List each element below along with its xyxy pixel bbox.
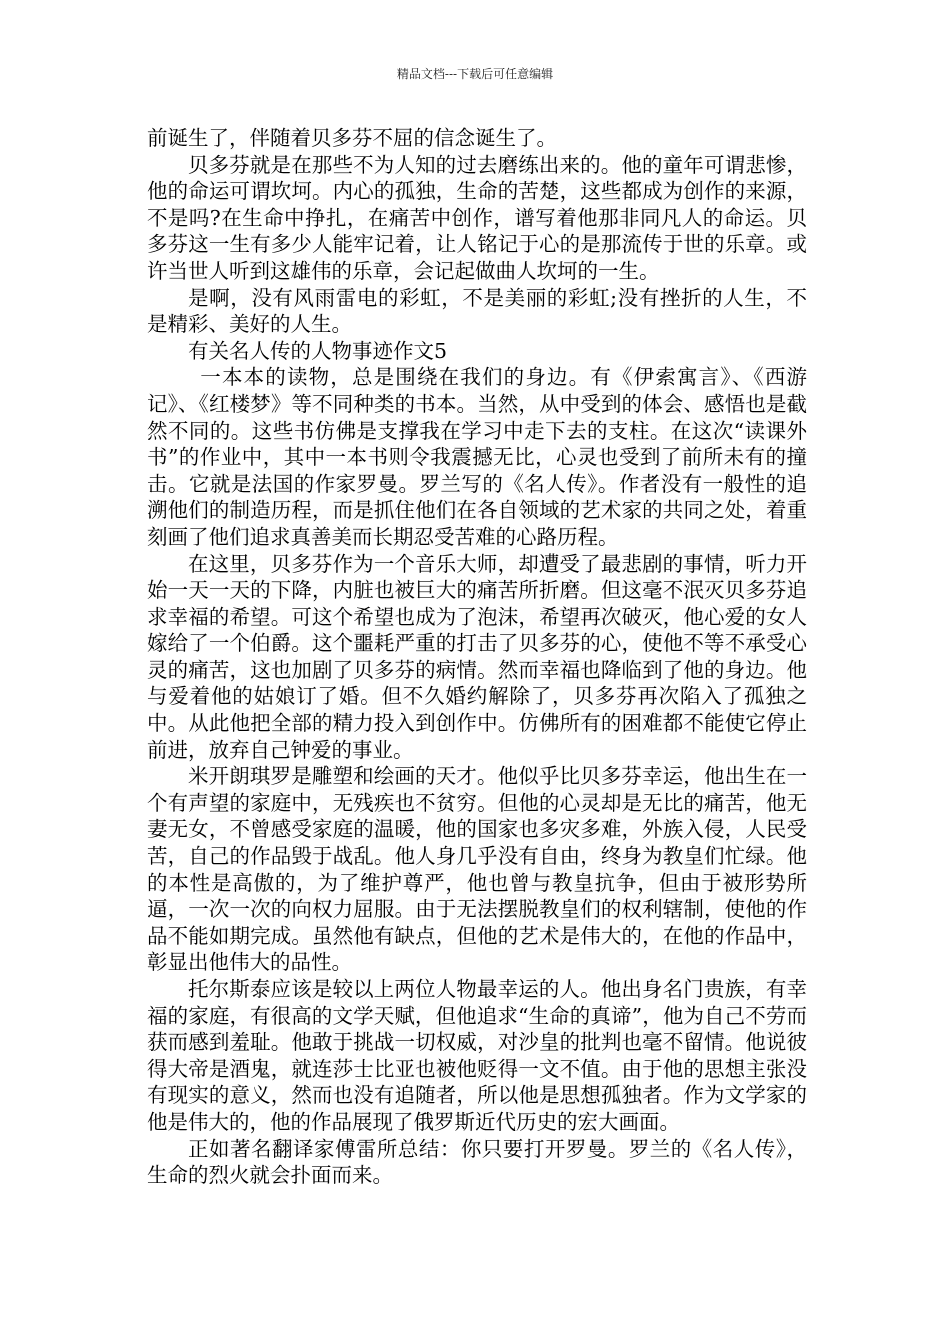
paragraph: 托尔斯泰应该是较以上两位人物最幸运的人。他出身名门贵族，有幸福的家庭，有很高的文学天赋，但他追求“生命的真谛”，他为自己不劳而获而感到羞耻。他敢于挑战一切权威，对沙皇的批判也毫不留情。他说彼得大帝是酒鬼，就连莎士比亚也被他贬得一文不值。由于他的思想主张没有现实的意义，然而也没有追随者，所以他是思想孤独者。作为文学家的他是伟大的，他的作品展现了俄罗斯近代历史的宏大画面。: [147, 977, 807, 1134]
section-heading: 有关名人传的人物事迹作文5: [188, 338, 448, 363]
paragraph: 在这里，贝多芬作为一个音乐大师，却遭受了最悲剧的事情，听力开始一天一天的下降，内脏也被巨大的痛苦所折磨。但这毫不泯灭贝多芬追求幸福的希望。可这个希望也成为了泡沫，希望再次破灭，他心爱的女人嫁给了一个伯爵。这个噩耗严重的打击了贝多芬的心，使他不等不承受心灵的痛苦，这也加剧了贝多芬的病情。然而幸福也降临到了他的身边。他与爱着他的姑娘订了婚。但不久婚约解除了，贝多芬再次陷入了孤独之中。从此他把全部的精力投入到创作中。仿佛所有的困难都不能使它停止前进，放弃自己钟爱的事业。: [147, 551, 807, 762]
paragraph: 正如著名翻译家傅雷所总结：你只要打开罗曼。罗兰的《名人传》，生命的烈火就会扑面而来。: [147, 1136, 807, 1188]
paragraph: 贝多芬就是在那些不为人知的过去磨练出来的。他的童年可谓悲惨，他的命运可谓坎坷。内心的孤独，生命的苦楚，这些都成为创作的来源，不是吗?在生命中挣扎，在痛苦中创作，谱写着他那非同凡人的命运。贝多芬这一生有多少人能牢记着，让人铭记于心的是那流传于世的乐章。或许当世人听到这雄伟的乐章，会记起做曲人坎坷的一生。: [147, 152, 807, 283]
paragraph: 是啊，没有风雨雷电的彩虹，不是美丽的彩虹;没有挫折的人生，不是精彩、美好的人生。: [147, 285, 807, 337]
article-body: [147, 125, 807, 1189]
paragraph: 一本本的读物，总是围绕在我们的身边。有《伊索寓言》、《西游记》、《红楼梦》等不同种类的书本。当然，从中受到的体会、感悟也是截然不同的。这些书仿佛是支撑我在学习中走下去的支柱。在这次“读课外书”的作业中，其中一本书则令我震撼无比，心灵也受到了前所未有的撞击。它就是法国的作家罗曼。罗兰写的《名人传》。作者没有一般性的追溯他们的制造历程，而是抓住他们在各自领域的艺术家的共同之处，着重刻画了他们追求真善美而长期忍受苦难的心路历程。: [147, 365, 807, 549]
paragraph-continuation: 前诞生了，伴随着贝多芬不屈的信念诞生了。: [147, 126, 557, 150]
page-header: 精品文档---下载后可任意编辑: [396, 67, 554, 81]
paragraph: 米开朗琪罗是雕塑和绘画的天才。他似乎比贝多芬幸运，他出生在一个有声望的家庭中，无残疾也不贫穷。但他的心灵却是无比的痛苦，他无妻无女，不曾感受家庭的温暖，他的国家也多灾多难，外族入侵，人民受苦，自己的作品毁于战乱。他人身几乎没有自由，终身为教皇们忙绿。他的本性是高傲的，为了维护尊严，他也曾与教皇抗争，但由于被形势所逼，一次一次的向权力屈服。由于无法摆脱教皇们的权利辖制，使他的作品不能如期完成。虽然他有缺点，但他的艺术是伟大的，在他的作品中，彰显出他伟大的品性。: [147, 764, 807, 975]
